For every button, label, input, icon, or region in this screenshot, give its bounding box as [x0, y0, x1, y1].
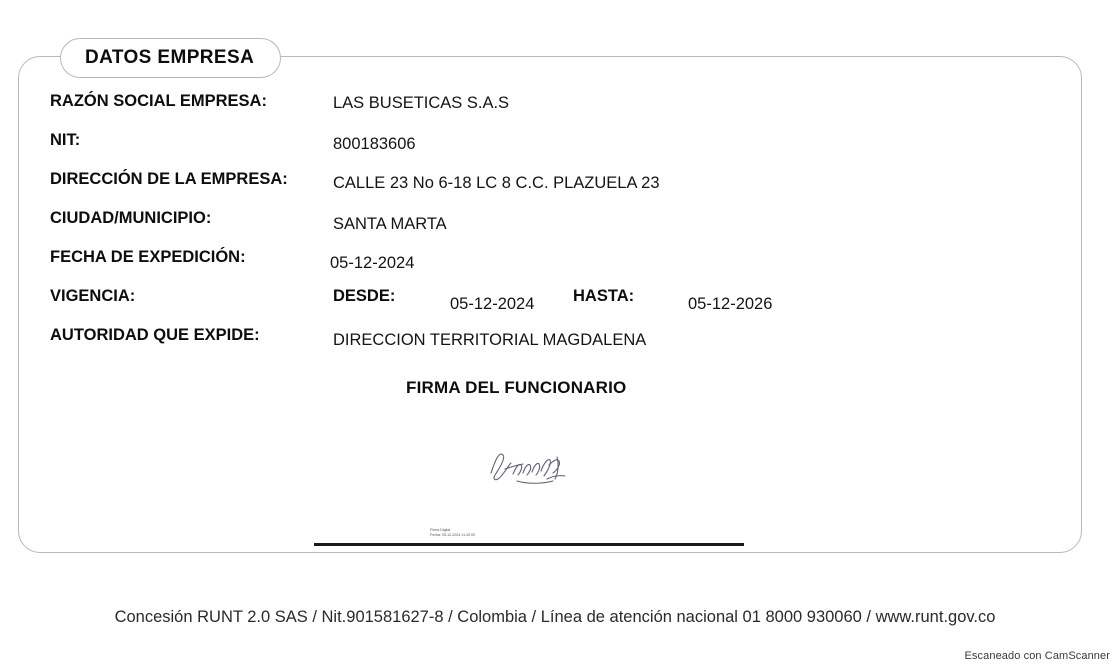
- stamp-text-line-2: Fecha: 05-12-2024 11:32:00: [430, 533, 476, 537]
- camscanner-watermark: Escaneado con CamScanner: [964, 650, 1110, 662]
- field-row-autoridad: [50, 326, 1050, 365]
- field-label-ciudad: CIUDAD/MUNICIPIO:: [50, 209, 212, 227]
- stamp-text-line-1: Firma Digital: [430, 528, 451, 532]
- field-value-vigencia-desde: 05-12-2024: [450, 295, 535, 313]
- field-label-direccion: DIRECCIÓN DE LA EMPRESA:: [50, 170, 288, 188]
- field-row-razon-social: [50, 92, 1050, 131]
- field-row-fecha-expedicion: [50, 248, 1050, 287]
- field-label-autoridad: AUTORIDAD QUE EXPIDE:: [50, 326, 260, 344]
- field-label-razon-social: RAZÓN SOCIAL EMPRESA:: [50, 92, 267, 110]
- field-value-nit: 800183606: [333, 135, 416, 153]
- field-value-razon-social: LAS BUSETICAS S.A.S: [333, 94, 510, 112]
- fields-list: [50, 92, 1050, 365]
- field-label-vigencia: VIGENCIA:: [50, 287, 136, 305]
- field-row-nit: [50, 131, 1050, 170]
- field-label-vigencia-hasta: HASTA:: [573, 287, 635, 305]
- signature-heading: FIRMA DEL FUNCIONARIO: [406, 378, 627, 397]
- field-row-ciudad: [50, 209, 1050, 248]
- field-label-nit: NIT:: [50, 131, 81, 149]
- footer-text: Concesión RUNT 2.0 SAS / Nit.901581627-8 / Colombia / Línea de atención nacional 01 8000 930060 / www.runt.gov.co: [114, 608, 996, 626]
- section-title: DATOS EMPRESA: [85, 47, 255, 68]
- field-value-direccion: CALLE 23 No 6-18 LC 8 C.C. PLAZUELA 23: [333, 174, 660, 192]
- field-label-fecha-expedicion: FECHA DE EXPEDICIÓN:: [50, 248, 246, 266]
- field-value-fecha-expedicion: 05-12-2024: [330, 254, 415, 272]
- signature-line: [314, 543, 744, 546]
- signature-stamp-text: [430, 528, 550, 538]
- field-value-autoridad: DIRECCION TERRITORIAL MAGDALENA: [333, 331, 647, 349]
- field-value-vigencia-hasta: 05-12-2026: [688, 295, 773, 313]
- field-label-vigencia-desde: DESDE:: [333, 287, 396, 305]
- field-value-ciudad: SANTA MARTA: [333, 215, 447, 233]
- field-row-vigencia: [50, 287, 1050, 326]
- signature-scribble-icon: [487, 443, 587, 489]
- field-row-direccion: [50, 170, 1050, 209]
- section-title-pill: [60, 38, 281, 78]
